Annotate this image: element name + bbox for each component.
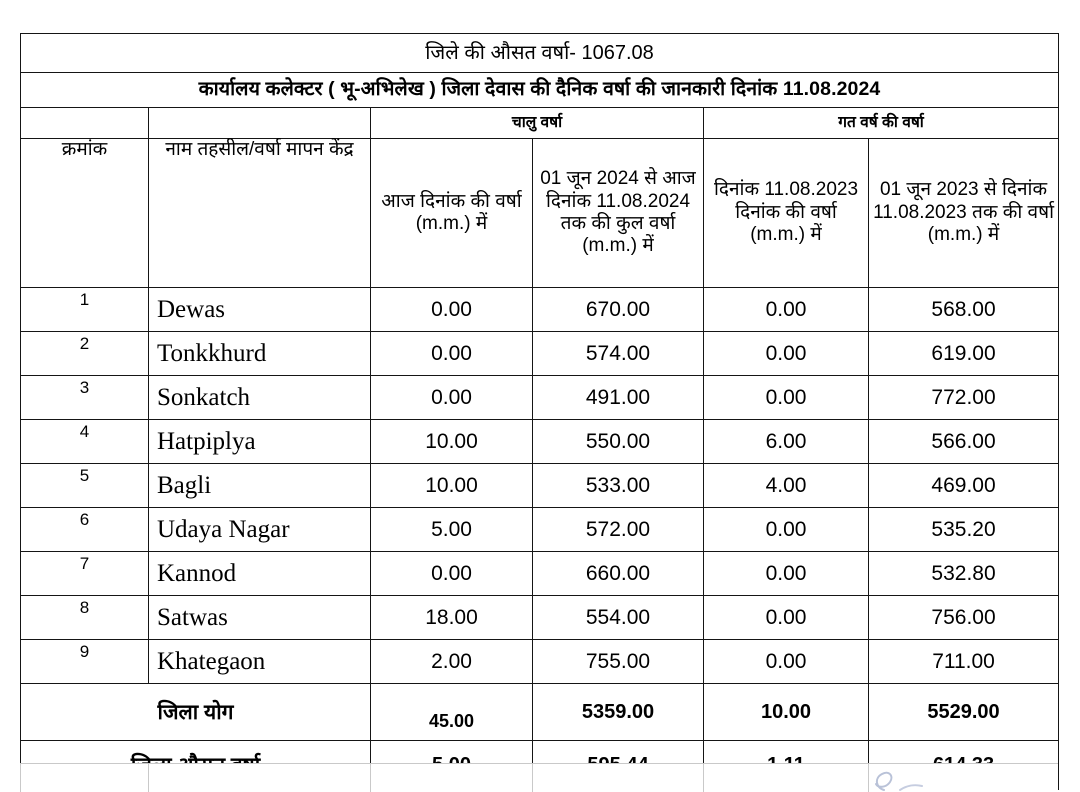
cell-last-year-total: 535.20 [869, 508, 1059, 552]
column-header-total-current: 01 जून 2024 से आज दिनांक 11.08.2024 तक की कुल वर्षा (m.m.) में [533, 139, 704, 288]
column-header-last-year-total: 01 जून 2023 से दिनांक 11.08.2023 तक की वर्षा (m.m.) में [869, 139, 1059, 288]
cell-last-year-day: 0.00 [704, 640, 869, 684]
cell-last-year-day: 0.00 [704, 596, 869, 640]
cell-today: 10.00 [371, 464, 533, 508]
cell-last-year-total: 772.00 [869, 376, 1059, 420]
table-row [21, 376, 1059, 420]
cell-last-year-total: 568.00 [869, 288, 1059, 332]
report-title-row [21, 73, 1059, 108]
table-row [21, 464, 1059, 508]
cell-sno: 4 [21, 420, 149, 464]
cell-station-name: Khategaon [149, 640, 371, 684]
cell-last-year-total: 619.00 [869, 332, 1059, 376]
district-total-current: 5359.00 [533, 684, 704, 741]
cell-total-current: 670.00 [533, 288, 704, 332]
table-row [21, 640, 1059, 684]
column-header-station-name: नाम तहसील/वर्षा मापन केंद्र [149, 139, 371, 288]
cell-last-year-day: 6.00 [704, 420, 869, 464]
cell-last-year-total: 566.00 [869, 420, 1059, 464]
district-average-banner-row [21, 34, 1059, 73]
district-total-today: 45.00 [371, 684, 533, 741]
cell-sno: 6 [21, 508, 149, 552]
group-header-last-year: गत वर्ष की वर्षा [704, 108, 1059, 139]
cell-sno: 1 [21, 288, 149, 332]
cell-last-year-day: 0.00 [704, 376, 869, 420]
cell-today: 0.00 [371, 332, 533, 376]
cell-station-name: Udaya Nagar [149, 508, 371, 552]
cell-last-year-total: 756.00 [869, 596, 1059, 640]
cell-last-year-day: 0.00 [704, 332, 869, 376]
group-header-spacer-sno [21, 108, 149, 139]
cell-total-current: 554.00 [533, 596, 704, 640]
rainfall-report-sheet [20, 33, 1058, 790]
table-row [21, 420, 1059, 464]
district-average-banner: जिले की औसत वर्षा- 1067.08 [21, 34, 1059, 73]
cell-total-current: 574.00 [533, 332, 704, 376]
column-header-last-year-day: दिनांक 11.08.2023 दिनांक की वर्षा (m.m.) में [704, 139, 869, 288]
cell-sno: 5 [21, 464, 149, 508]
cell-total-current: 533.00 [533, 464, 704, 508]
cell-station-name: Satwas [149, 596, 371, 640]
cell-today: 2.00 [371, 640, 533, 684]
cell-today: 10.00 [371, 420, 533, 464]
group-header-current-year: चालु वर्षा [371, 108, 704, 139]
table-row [21, 552, 1059, 596]
cell-sno: 2 [21, 332, 149, 376]
trailing-cell [21, 764, 149, 792]
cell-sno: 7 [21, 552, 149, 596]
cell-station-name: Dewas [149, 288, 371, 332]
trailing-empty-row [20, 763, 1058, 792]
group-header-spacer-name [149, 108, 371, 139]
cell-today: 18.00 [371, 596, 533, 640]
column-header-sno: क्रमांक [21, 139, 149, 288]
cell-station-name: Bagli [149, 464, 371, 508]
trailing-cell [869, 764, 1059, 792]
cell-today: 5.00 [371, 508, 533, 552]
cell-station-name: Sonkatch [149, 376, 371, 420]
cell-total-current: 660.00 [533, 552, 704, 596]
cell-last-year-total: 469.00 [869, 464, 1059, 508]
trailing-cell [371, 764, 533, 792]
cell-today: 0.00 [371, 552, 533, 596]
cell-total-current: 491.00 [533, 376, 704, 420]
cell-total-current: 550.00 [533, 420, 704, 464]
trailing-cell [149, 764, 371, 792]
page-title: कार्यालय कलेक्टर ( भू-अभिलेख ) जिला देवास की दैनिक वर्षा की जानकारी दिनांक 11.08.2024 [21, 73, 1059, 108]
cell-sno: 9 [21, 640, 149, 684]
table-row [21, 332, 1059, 376]
cell-last-year-total: 532.80 [869, 552, 1059, 596]
cell-sno: 3 [21, 376, 149, 420]
district-total-last-year-total: 5529.00 [869, 684, 1059, 741]
cell-last-year-day: 0.00 [704, 288, 869, 332]
cell-today: 0.00 [371, 376, 533, 420]
table-row [21, 596, 1059, 640]
cell-station-name: Tonkkhurd [149, 332, 371, 376]
column-header-row [21, 139, 1059, 288]
trailing-cell [704, 764, 869, 792]
table-row [21, 288, 1059, 332]
cell-sno: 8 [21, 596, 149, 640]
trailing-cell [533, 764, 704, 792]
district-total-row [21, 684, 1059, 741]
cell-last-year-day: 0.00 [704, 508, 869, 552]
cell-station-name: Kannod [149, 552, 371, 596]
cell-last-year-day: 4.00 [704, 464, 869, 508]
district-total-last-year-day: 10.00 [704, 684, 869, 741]
daily-rainfall-table [20, 33, 1059, 790]
column-header-today-rainfall: आज दिनांक की वर्षा (m.m.) में [371, 139, 533, 288]
cell-total-current: 572.00 [533, 508, 704, 552]
district-total-label: जिला योग [21, 684, 371, 741]
cell-station-name: Hatpiplya [149, 420, 371, 464]
cell-total-current: 755.00 [533, 640, 704, 684]
cell-last-year-total: 711.00 [869, 640, 1059, 684]
cell-today: 0.00 [371, 288, 533, 332]
cell-last-year-day: 0.00 [704, 552, 869, 596]
table-row [21, 508, 1059, 552]
group-header-row [21, 108, 1059, 139]
